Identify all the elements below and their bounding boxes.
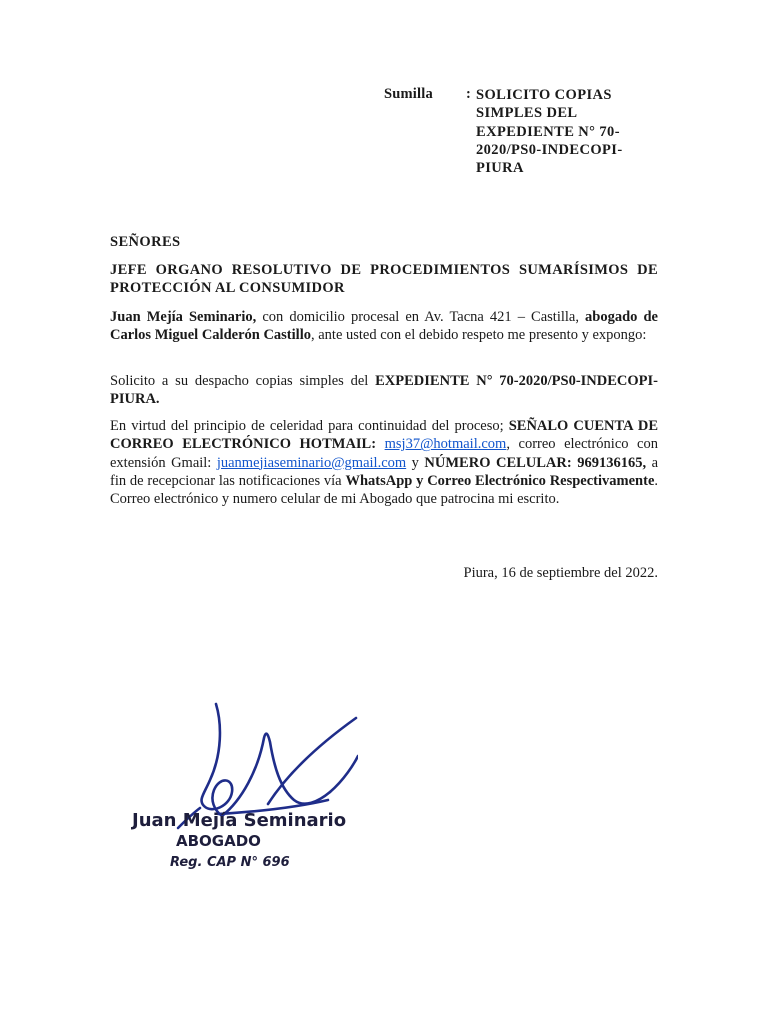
lawyer-of: abogado de Carlos Miguel Calderón Castillo [110, 309, 658, 344]
stamp-name: Juan Mejía Seminario [132, 810, 347, 831]
para1-text2: , ante usted con el debido respeto me presento y expongo: [310, 327, 647, 344]
para3-text5: a fin de recepcionar las notificaciones vía [110, 454, 659, 489]
sumilla-text: SOLICITO COPIAS SIMPLES DEL EXPEDIENTE N° 70-2020/PS0-INDECOPI-PIURA [476, 87, 623, 177]
paragraph-contact [110, 417, 658, 508]
gmail-link[interactable]: juanmejiaseminario@gmail.com [216, 454, 407, 471]
addressee-greeting: SEÑORES [110, 234, 181, 250]
stamp-registration: Reg. CAP N° 696 [170, 855, 290, 870]
phone-number: NÚMERO CELULAR: 969136165, [424, 454, 647, 471]
para3-text1: En virtud del principio de celeridad para continuidad del proceso; [110, 418, 509, 434]
date-text: Piura, 16 de septiembre del 2022. [463, 565, 658, 581]
petitioner-name: Juan Mejía Seminario, [110, 309, 257, 325]
para3-text2 [376, 436, 385, 452]
sumilla-label: Sumilla [384, 86, 433, 102]
para3-text6: . Correo electrónico y numero celular de mi Abogado que patrocina mi escrito. [110, 472, 659, 508]
hotmail-heading: SEÑALO CUENTA DE CORREO ELECTRÓNICO HOTMAIL: [110, 418, 658, 453]
para2-text1: Solicito a su despacho copias simples del [110, 373, 376, 389]
signature-stamp [118, 696, 358, 876]
notification-channels: WhatsApp y Correo Electrónico Respectivamente [345, 472, 655, 489]
expediente-number: EXPEDIENTE N° 70-2020/PS0-INDECOPI-PIURA. [110, 373, 658, 408]
para3-text4: y [406, 454, 425, 471]
para1-text1: con domicilio procesal en Av. Tacna 421 – Castilla, [256, 309, 586, 325]
date-line [110, 564, 658, 582]
hotmail-link[interactable]: msj37@hotmail.com [384, 436, 507, 453]
para3-text3: , correo electrónico con extensión Gmail: [110, 436, 658, 471]
addressee-office: JEFE ORGANO RESOLUTIVO DE PROCEDIMIENTOS SUMARÍSIMOS DE PROTECCIÓN AL CONSUMIDOR [110, 262, 658, 297]
paragraph-request [110, 372, 658, 409]
sumilla-colon: : [466, 86, 471, 102]
stamp-title: ABOGADO [176, 832, 261, 850]
lawyer-stamp [130, 810, 346, 870]
paragraph-presentation [110, 308, 658, 345]
